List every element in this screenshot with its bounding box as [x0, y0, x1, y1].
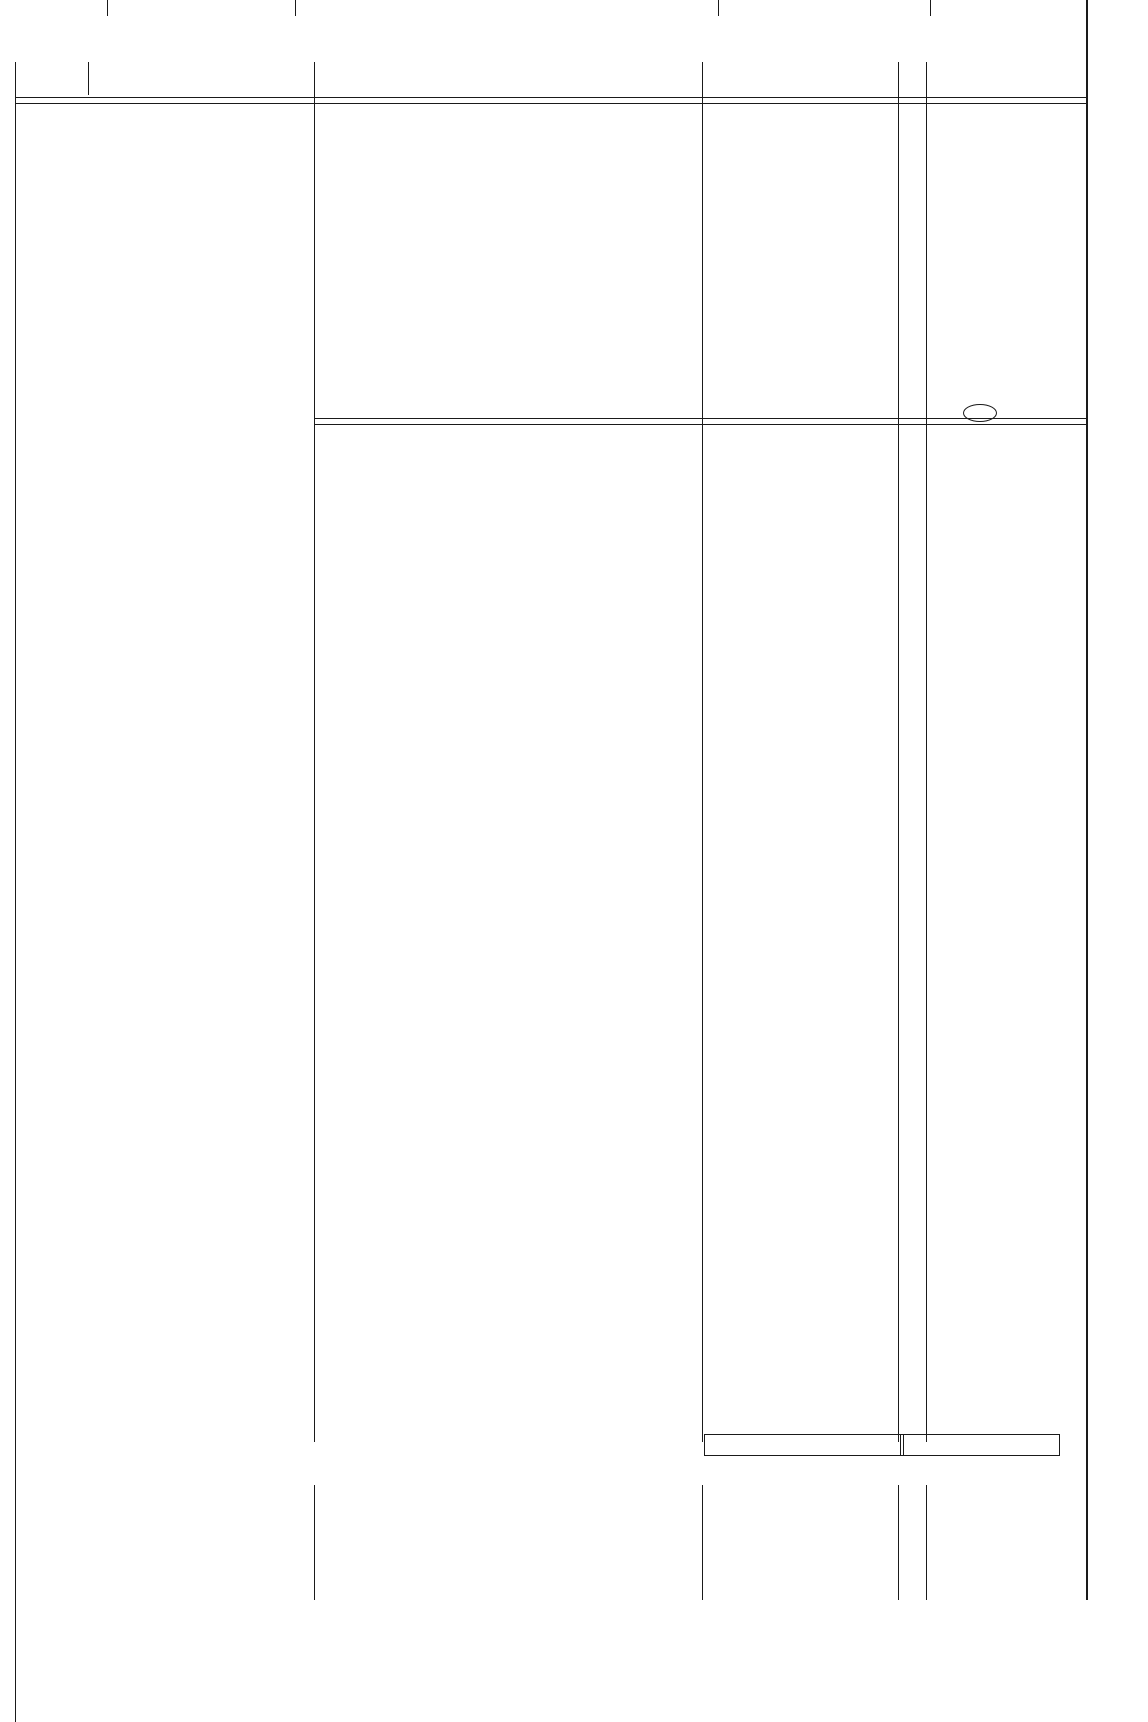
cont-line-remark [702, 1485, 703, 1600]
cont-line-name [314, 1485, 315, 1600]
header-tick-1 [107, 0, 108, 16]
col-line-remark [702, 62, 703, 1442]
header-tick-2 [295, 0, 296, 16]
page-ref-box [704, 1434, 904, 1456]
page-code-box [900, 1434, 1060, 1456]
cont-line-qty [898, 1485, 899, 1600]
section-double-rule [314, 418, 1086, 425]
col-line-codes [926, 62, 927, 1442]
header-tick-4 [930, 0, 931, 16]
col-line-qty [898, 62, 899, 1442]
col-line-left [15, 62, 16, 1722]
col-line-name [314, 62, 315, 1442]
header-tick-3 [718, 0, 719, 16]
col-line-bild [88, 62, 89, 95]
cont-line-codes [926, 1485, 927, 1600]
col-line-right [1086, 0, 1088, 1600]
